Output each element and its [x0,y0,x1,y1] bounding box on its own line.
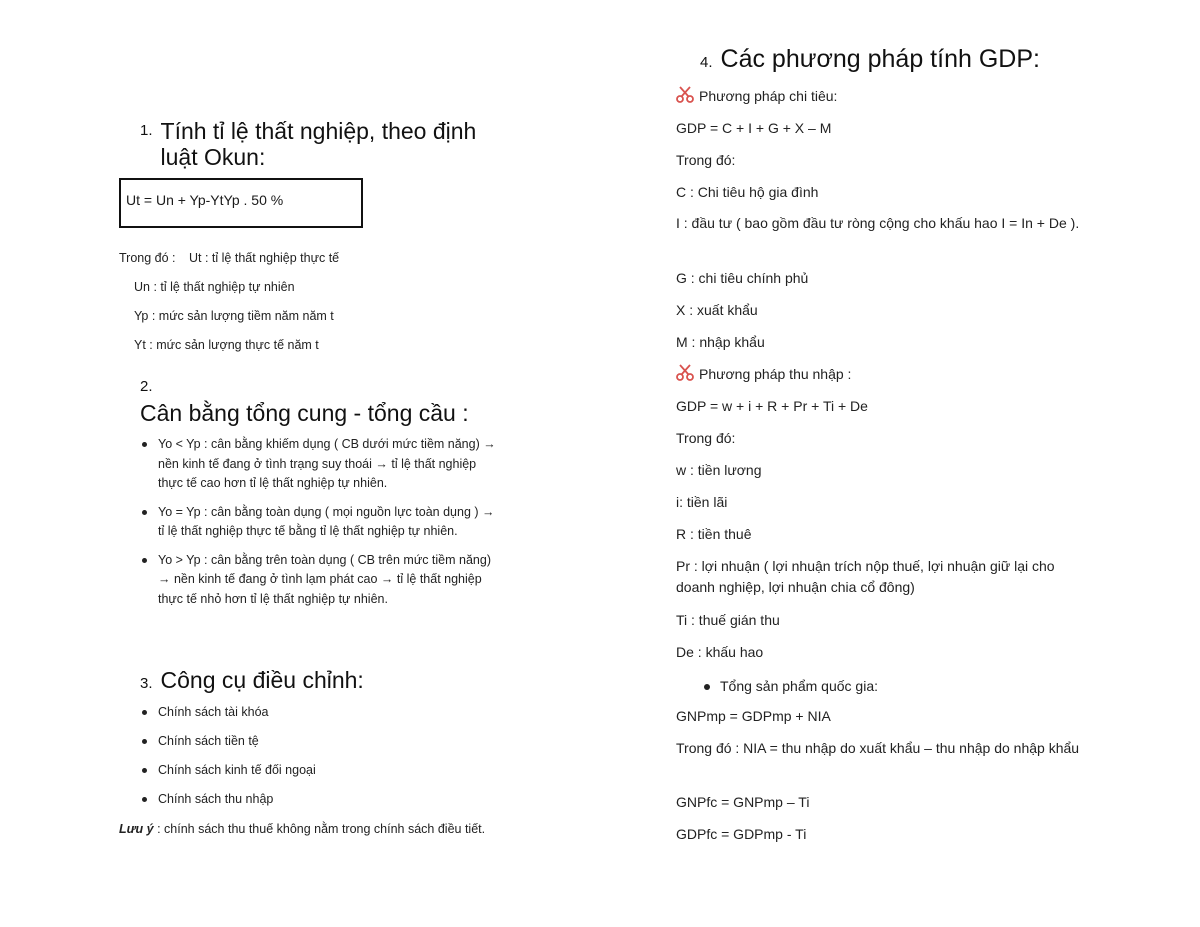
equilibrium-list [140,435,500,618]
section-1-number: 1. [140,122,153,139]
policy-tools-list [140,703,500,819]
scissors-icon [676,364,694,382]
section-2-number: 2. [140,378,153,395]
def-w: w : tiền lương [676,462,762,478]
def-yt: Yt : mức sản lượng thực tế năm t [134,338,319,352]
def-pr: Pr : lợi nhuận ( lợi nhuận trích nộp thuế, lợi nhuận giữ lại cho doanh nghiệp, lợi nhuận chia cổ đông) [676,558,1055,595]
section-4-title: Các phương pháp tính GDP: [720,45,1040,73]
where-label-4: Trong đó : NIA = thu nhập do xuất khẩu – thu nhập do nhập khẩu [676,740,1080,756]
list-item: Chính sách thu nhập [140,790,500,810]
note-label: Lưu ý [119,822,154,836]
list-item: Yo = Yp : cân bằng toàn dụng ( mọi nguồn lực toàn dụng ) → tỉ lệ thất nghiệp thực tế bằng tỉ lệ thất nghiệp tự nhiên. [140,503,500,542]
def-g: G : chi tiêu chính phủ [676,270,809,286]
scissors-icon [676,86,694,104]
section-3-title: Công cụ điều chỉnh: [160,667,364,693]
where-label-text: Trong đó : [119,251,176,265]
method-expenditure [676,86,837,104]
note [119,820,489,840]
def-yp: Yp : mức sản lượng tiềm năm năm t [134,309,334,323]
section-1-heading [140,118,520,170]
where-label-3: Trong đó: [676,430,736,446]
section-4-number: 4. [700,54,713,71]
list-item: Chính sách kinh tế đối ngoại [140,761,500,781]
def-m: M : nhập khẩu [676,334,765,350]
okun-formula: Ut = Un + Yp-YtYp . 50 % [126,192,284,208]
gdpfc-formula: GDPfc = GDPmp - Ti [676,826,807,842]
def-un: Un : tỉ lệ thất nghiệp tự nhiên [134,280,295,294]
def-r: R : tiền thuê [676,526,752,542]
def-ti: Ti : thuế gián thu [676,612,780,628]
list-item: Yo > Yp : cân bằng trên toàn dụng ( CB trên mức tiềm năng) → nền kinh tế đang ở tình lạm phát cao → tỉ lệ thất nghiệp thực tế nhỏ hơn tỉ lệ thất nghiệp tự nhiên. [140,551,500,610]
section-2-title: Cân bằng tổng cung - tổng cầu : [140,400,469,426]
note-text: : chính sách thu thuế không nằm trong chính sách điều tiết. [153,822,486,836]
list-item: Chính sách tài khóa [140,703,500,723]
def-x: X : xuất khẩu [676,302,758,318]
method-expenditure-label: Phương pháp chi tiêu: [699,88,838,104]
section-2-heading [140,374,500,426]
section-3-heading [140,667,500,697]
def-i-interest: i: tiền lãi [676,494,728,510]
section-4-heading [700,44,1150,78]
okun-formula-box [119,178,363,228]
method-income-label: Phương pháp thu nhập : [699,366,852,382]
where-label-2: Trong đó: [676,152,736,168]
def-ut: Ut : tỉ lệ thất nghiệp thực tế [189,251,340,265]
list-item: Chính sách tiền tệ [140,732,500,752]
gnp-bullet: Tổng sản phẩm quốc gia: [702,678,878,694]
section-1-title: Tính tỉ lệ thất nghiệp, theo định luật Okun: [160,118,477,170]
gdp-income-formula: GDP = w + i + R + Pr + Ti + De [676,398,868,414]
gnpmp-formula: GNPmp = GDPmp + NIA [676,708,831,724]
gdp-expenditure-formula: GDP = C + I + G + X – M [676,120,832,136]
method-income [676,364,851,382]
gnpfc-formula: GNPfc = GNPmp – Ti [676,794,810,810]
def-de: De : khấu hao [676,644,764,660]
section-3-number: 3. [140,675,153,692]
def-i: I : đầu tư ( bao gồm đầu tư ròng cộng cho khấu hao I = In + De ). [676,215,1080,231]
def-c: C : Chi tiêu hộ gia đình [676,184,819,200]
where-label-1 [119,251,339,265]
list-item: Yo < Yp : cân bằng khiếm dụng ( CB dưới mức tiềm năng) → nền kinh tế đang ở tình trạng suy thoái → tỉ lệ thất nghiệp thực tế cao hơn tỉ lệ thất nghiệp tự nhiên. [140,435,500,494]
